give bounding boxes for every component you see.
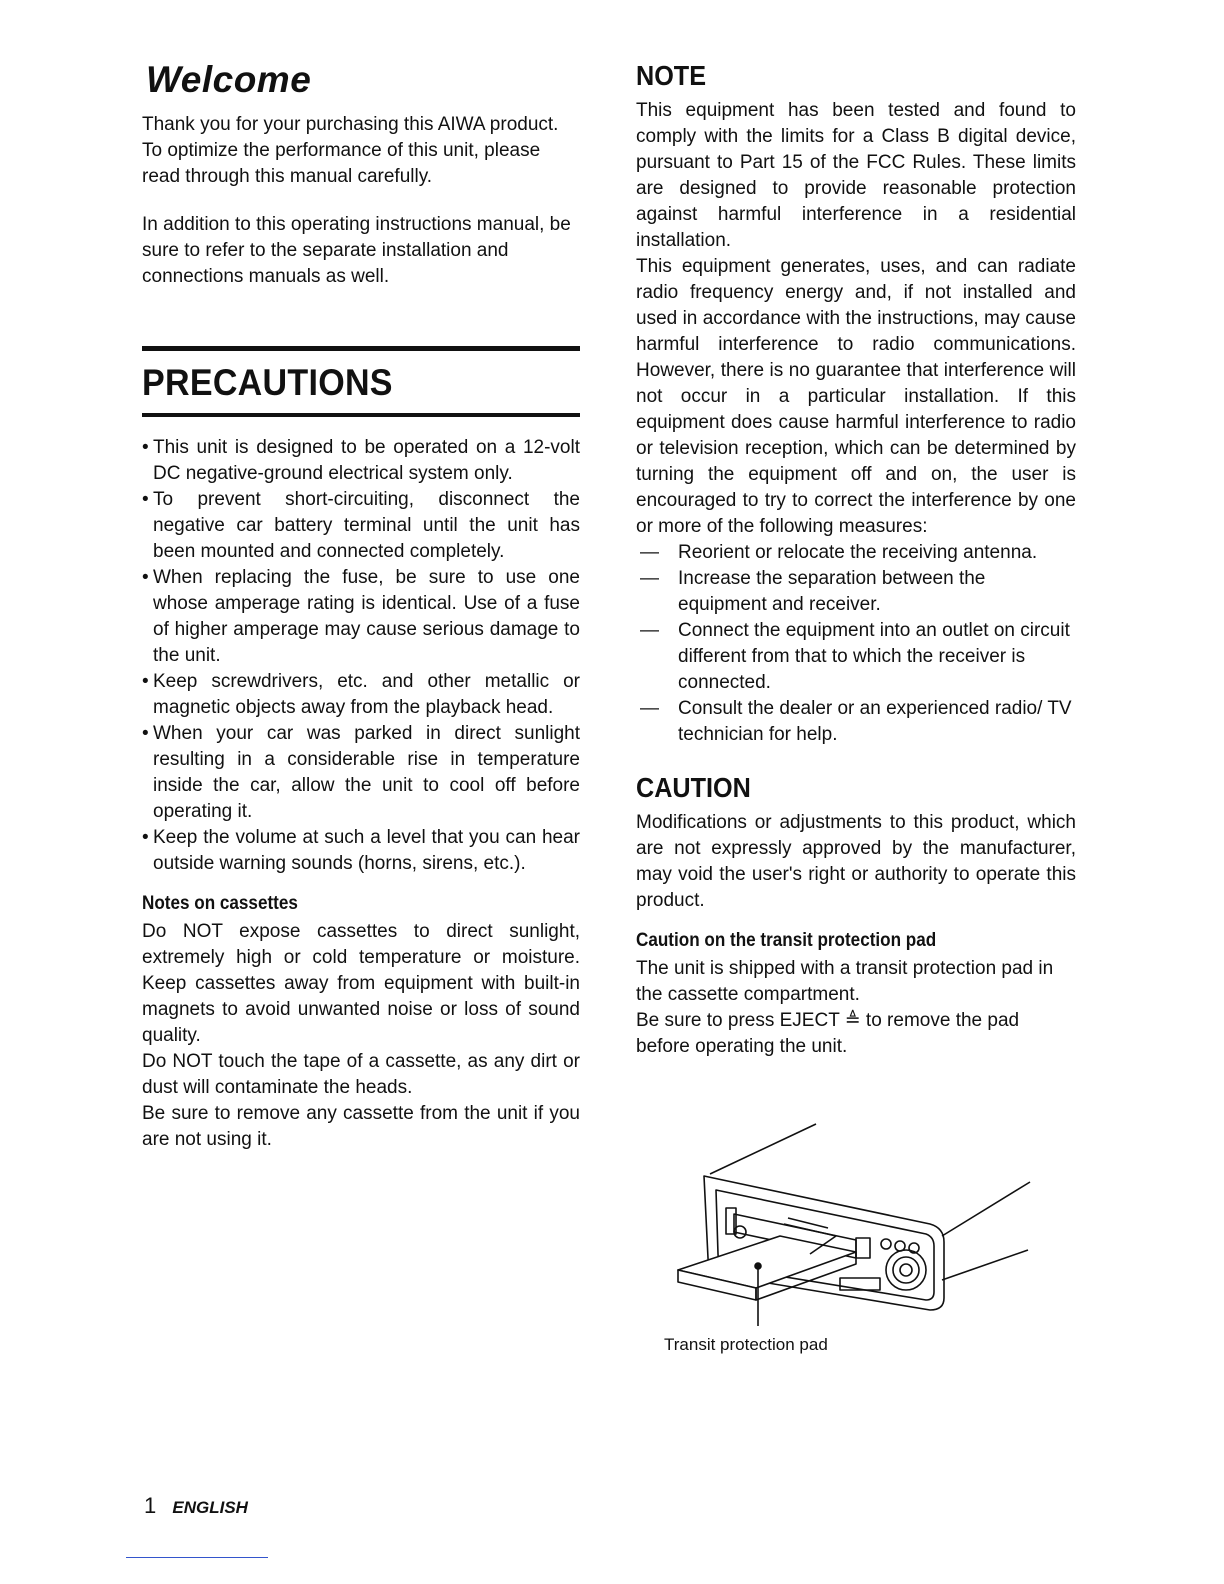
- page-footer: [144, 1492, 248, 1522]
- figure-caption: Transit protection pad: [664, 1335, 828, 1354]
- welcome-paragraph-1: Thank you for your purchasing this AIWA product. To optimize the performance of this unit, please read through this manual carefully.: [142, 114, 559, 187]
- cassettes-paragraph: Do NOT touch the tape of a cassette, as any dirt or dust will contaminate the heads.: [142, 1051, 580, 1098]
- language-label: ENGLISH: [172, 1498, 248, 1517]
- caution-paragraph: Modifications or adjustments to this product, which are not expressly approved by the manufacturer, may void the user's right or authority to operate this product.: [636, 812, 1076, 911]
- welcome-title: Welcome: [146, 59, 312, 100]
- precautions-title: PRECAUTIONS: [142, 362, 393, 403]
- cassettes-paragraph: Be sure to remove any cassette from the unit if you are not using it.: [142, 1103, 580, 1150]
- caution-title: CAUTION: [636, 772, 751, 803]
- left-column: [142, 58, 580, 1153]
- note-paragraph-2: This equipment generates, uses, and can radiate radio frequency energy and, if not installed and used in accordance with the instructions, may cause harmful interference to radio communications. However, there is no guarantee that interference will not occur in a particular installation. If this equipment does cause harmful interference to radio or television reception, which can be determined by turning the equipment off and on, the user is encouraged to try to correct the interference by one or more of the following measures:: [636, 256, 1076, 537]
- list-item: • This unit is designed to be operated on a 12-volt DC negative-ground electrical system only.: [142, 435, 580, 487]
- welcome-paragraph-2: In addition to this operating instructions manual, be sure to refer to the separate installation and connections manuals as well.: [142, 214, 571, 287]
- cassette-unit-illustration: [660, 1120, 1050, 1370]
- car-stereo-drawing: [660, 1120, 1050, 1370]
- list-item: • Keep the volume at such a level that you can hear outside warning sounds (horns, sirens, etc.).: [142, 825, 580, 877]
- precautions-top-rule: [142, 346, 580, 351]
- note-title: NOTE: [636, 60, 707, 91]
- list-item: • To prevent short-circuiting, disconnect the negative car battery terminal until the unit has been mounted and connected completely.: [142, 487, 580, 565]
- measures-list: [636, 540, 1076, 748]
- list-item: — Consult the dealer or an experienced radio/ TV technician for help.: [640, 696, 1076, 748]
- list-item: — Reorient or relocate the receiving antenna.: [640, 540, 1076, 566]
- precautions-bottom-rule: [142, 413, 580, 417]
- list-item: — Increase the separation between the equipment and receiver.: [640, 566, 1076, 618]
- list-item: — Connect the equipment into an outlet on circuit different from that to which the receiver is connected.: [640, 618, 1076, 696]
- transit-paragraph-2: Be sure to press EJECT ≜ to remove the pad before operating the unit.: [636, 1010, 1020, 1057]
- right-column: [636, 58, 1076, 1060]
- precautions-list: [142, 435, 580, 877]
- transit-paragraph-1: The unit is shipped with a transit protection pad in the cassette compartment.: [636, 958, 1054, 1005]
- link-underline: [126, 1557, 268, 1558]
- transit-pad-heading: Caution on the transit protection pad: [636, 930, 937, 951]
- cassettes-heading: Notes on cassettes: [142, 893, 298, 914]
- page-number: 1: [144, 1493, 157, 1518]
- cassettes-paragraph: Do NOT expose cassettes to direct sunlight, extremely high or cold temperature or moisture. Keep cassettes away from equipment with built-in magnets to avoid unwanted noise or loss of sound quality.: [142, 921, 580, 1046]
- note-paragraph-1: This equipment has been tested and found to comply with the limits for a Class B digital device, pursuant to Part 15 of the FCC Rules. These limits are designed to provide reasonable protection against harmful interference in a residential installation.: [636, 100, 1076, 251]
- list-item: • Keep screwdrivers, etc. and other metallic or magnetic objects away from the playback head.: [142, 669, 580, 721]
- list-item: • When your car was parked in direct sunlight resulting in a considerable rise in temperature inside the car, allow the unit to cool off before operating it.: [142, 721, 580, 825]
- list-item: • When replacing the fuse, be sure to use one whose amperage rating is identical. Use of a fuse of higher amperage may cause serious damage to the unit.: [142, 565, 580, 669]
